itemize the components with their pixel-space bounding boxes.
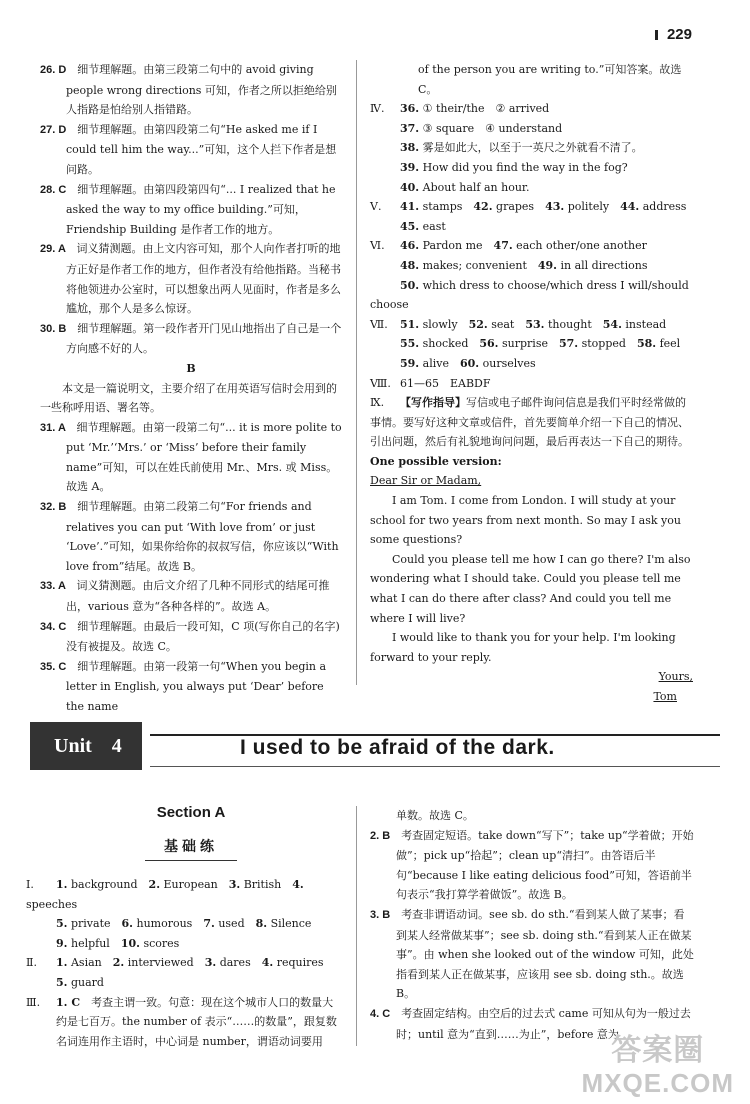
salutation: Dear Sir or Madam, — [370, 474, 482, 488]
heading-underline — [145, 860, 237, 861]
answer-item: 4. C 考查固定结构。由空后的过去式 came 可知从句为一般过去时；until 意为“直到……为止”，before 意为 — [370, 1006, 691, 1041]
vocab-line: Ⅱ. 1. Asian 2. interviewed 3. dares 4. requires — [26, 956, 324, 970]
column-divider-bottom — [356, 806, 357, 1046]
unit-banner — [30, 722, 720, 770]
answer-list-iii — [370, 826, 695, 1045]
answer-line: 55. shocked 56. surprise 57. stopped 58. feel — [400, 337, 681, 351]
letter-body — [370, 491, 695, 667]
answer-line: 50. which dress to choose/which dress I will/should choose — [370, 278, 689, 312]
answer-item: 29. A 词义猜测题。由上文内容可知，那个人向作者打听的地方正好是作者工作的地方，但作者没有给他指路。当秘书将他领进办公室时，可以想象出两人见面时，作者是多么尴尬，那个人是多么惊讶。 — [40, 242, 341, 316]
answer-line: Ⅴ. 41. stamps 42. grapes 43. politely 44. address — [370, 200, 687, 214]
writing-guide: Ⅸ. 【写作指导】写信或电子邮件询问信息是我们平时经常做的事情。要写好这种文章或信件，首先要简单介绍一下自己的情况、引出问题，然后有礼貌地询问问题，最后再表达一下自己的期待。 — [370, 396, 689, 449]
answer-line: 45. east — [400, 219, 446, 233]
vocab-line: Ⅰ. 1. background 2. European 3. British 4. speeches — [26, 878, 304, 911]
letter-paragraph: Could you please tell me how I can go there? I'm also wondering what I should take. Could you please tell me what I can do there after class? And could you tell me where I will live? — [370, 552, 691, 625]
answer-iii-1: Ⅲ. 1. C 考查主谓一致。句意：现在这个城市人口的数量大约是七百万。the number of 表示“……的数量”，跟复数名词连用作主语时，中心词是 number，谓语动词要用 — [26, 995, 337, 1048]
left-column-top — [40, 60, 342, 717]
continuation-text: of the person you are writing to.”可知答案。故选 C。 — [418, 63, 682, 96]
section-a-heading: Section A — [156, 804, 226, 821]
answer-line: 39. How did you find the way in the fog? — [400, 160, 628, 174]
answer-item: 27. D 细节理解题。由第四段第二句“He asked me if I could tell him the way...”可知，这个人拦下作者是想问路。 — [40, 122, 337, 176]
letter-paragraph: I would like to thank you for your help. I'm looking forward to your reply. — [370, 631, 676, 664]
answer-line: Ⅳ. 36. ① their/the ② arrived — [370, 102, 550, 116]
unit-label: Unit 4 — [30, 722, 142, 770]
right-column-top — [370, 60, 695, 707]
answer-line: Ⅶ. 51. slowly 52. seat 53. thought 54. instead — [370, 317, 667, 331]
answer-line: 38. 雾是如此大，以至于一英尺之外就看不清了。 — [400, 141, 643, 155]
watermark-logo: 答案圈 MXQE.COM — [581, 1034, 734, 1098]
answer-line: 48. makes; convenient 49. in all directions — [400, 258, 648, 272]
letter-paragraph: I am Tom. I come from London. I will study at your school for two years from next month. So may I ask you some questions? — [370, 494, 681, 547]
letter-closing: Yours, — [658, 670, 693, 684]
section-b-heading: B — [186, 361, 196, 375]
answer-line: 40. About half an hour. — [400, 180, 530, 194]
answer-item: 3. B 考查非谓语动词。see sb. do sth.“看到某人做了某事；看到某人经常做某事”；see sb. doing sth.“看到某人正在做某事”。由 when she looked out of the window 可知，此处指看到某人正在做某事，应该用 see sb. doing sth.。故选 B。 — [370, 907, 694, 1001]
answer-line: 37. ③ square ④ understand — [400, 121, 563, 135]
answer-item: 28. C 细节理解题。由第四段第四句“... I realized that he asked the way to my office building.”可知，Friendship Building 是作者工作的地方。 — [40, 182, 336, 236]
answer-item: 26. D 细节理解题。由第三段第二句中的 avoid giving people wrong directions 可知，作者之所以拒绝给别人指路是怕给别人指错路。 — [40, 63, 337, 117]
unit-title: I used to be afraid of the dark. — [240, 736, 555, 759]
answer-item: 35. C 细节理解题。由第一段第一句“When you begin a letter in English, you always put ‘Dear’ before the name — [40, 659, 327, 713]
page-mark-icon — [655, 30, 662, 40]
column-divider-top — [356, 60, 357, 685]
answer-list-b — [40, 418, 342, 717]
answer-item: 32. B 细节理解题。由第二段第二句“For friends and relatives you can put ‘With love from’ or just ‘Love’.”可知，如果你给你的叔叔写信，你应该以“With love from”结尾。故选 B。 — [40, 500, 339, 573]
answer-list-a — [40, 60, 342, 359]
answer-line: 59. alive 60. ourselves — [400, 356, 536, 370]
answer-sections — [370, 99, 695, 393]
answer-item: 30. B 细节理解题。第一段作者开门见山地指出了自己是一个方向感不好的人。 — [40, 321, 342, 356]
version-label: One possible version: — [370, 454, 502, 468]
answer-line: Ⅷ. 61—65 EABDF — [370, 376, 491, 390]
vocab-line: 5. private 6. humorous 7. used 8. Silence — [56, 917, 312, 931]
vocab-answers — [26, 875, 342, 993]
page-number: 229 — [655, 26, 692, 43]
answer-line: Ⅵ. 46. Pardon me 47. each other/one another — [370, 239, 647, 253]
answer-item: 31. A 细节理解题。由第一段第二句“... it is more polite to put ‘Mr.’‘Mrs.’ or ‘Miss’ before their family name”可知，可以在姓氏前使用 Mr.、Mrs. 或 Miss。故选 A。 — [40, 420, 342, 494]
answer-item: 33. A 词义猜测题。由后文介绍了几种不同形式的结尾可推出，various 意为“各种各样的”。故选 A。 — [40, 579, 330, 614]
letter-signature: Tom — [653, 690, 677, 703]
vocab-line: 5. guard — [56, 975, 104, 989]
answer-item: 2. B 考查固定短语。take down“写下”；take up“学着做；开始做”；pick up“拾起”；clean up“清扫”。由答语后半句“because I like eating delicious food”可知，答语前半句表示“我打算学着做饭”。故选 B。 — [370, 828, 694, 902]
answer-item: 34. C 细节理解题。由最后一段可知，C 项(写你自己的名字)没有被提及。故选 C。 — [40, 619, 340, 654]
vocab-line: 9. helpful 10. scores — [56, 936, 180, 950]
unit-rule-bottom — [150, 766, 720, 767]
left-column-bottom — [26, 875, 342, 1051]
b-intro: 本文是一篇说明文，主要介绍了在用英语写信时会用到的一些称呼用语、署名等。 — [40, 381, 337, 415]
continuation-text-bottom: 单数。故选 C。 — [396, 809, 474, 822]
basic-practice-heading: 基础练 — [164, 839, 218, 855]
right-column-bottom — [370, 806, 695, 1044]
